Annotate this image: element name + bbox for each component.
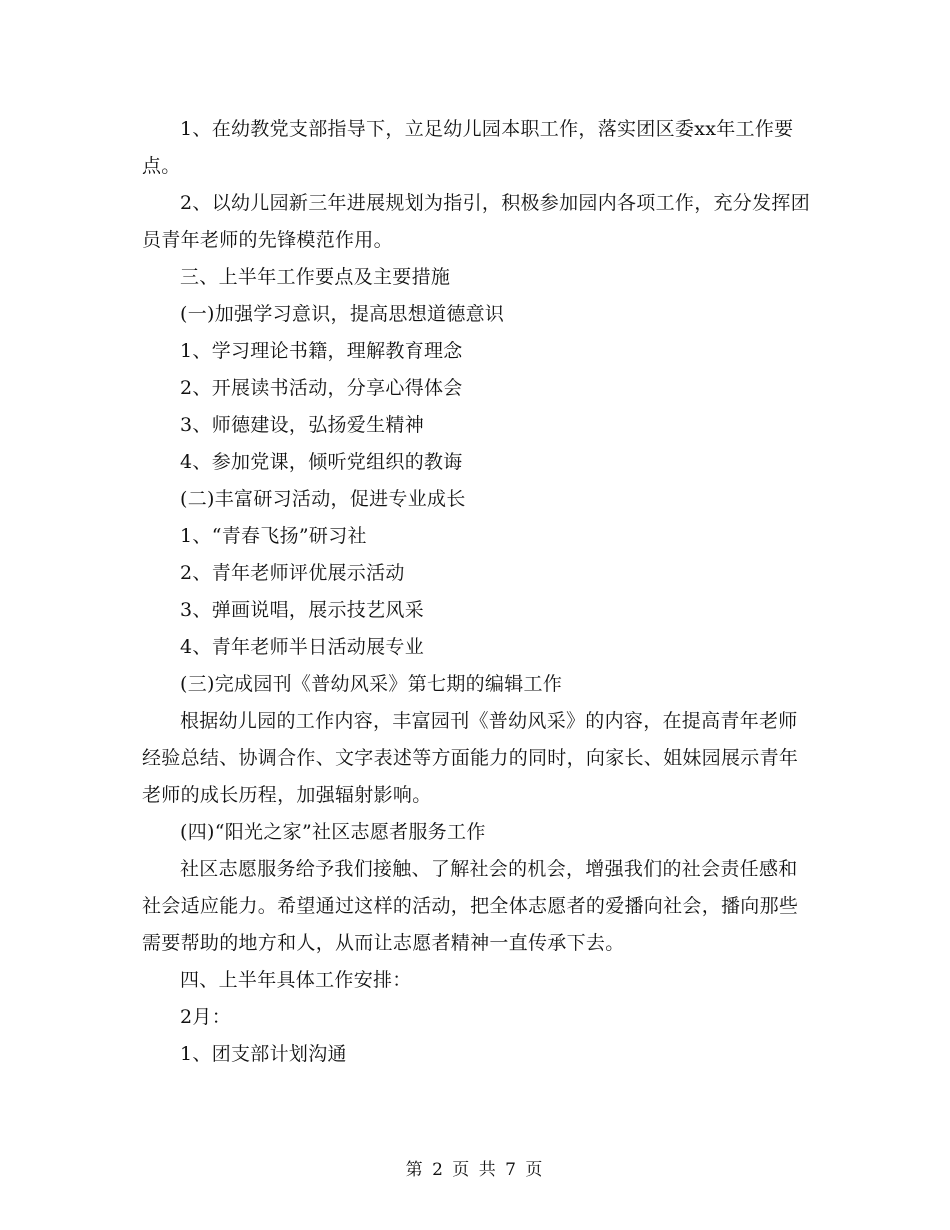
list-item: 1、“青春飞扬”研习社 [180, 525, 367, 547]
section-heading-4: 四、上半年具体工作安排： [180, 969, 412, 991]
list-item: 4、青年老师半日活动展专业 [180, 636, 424, 658]
paragraph-2: 2、以幼儿园新三年进展规划为指引，积极参加园内各项工作，充分发挥团员青年老师的先锋模范作用。 [142, 192, 810, 251]
subheading-2: (二)丰富研习活动，促进专业成长 [180, 488, 466, 510]
list-item: 1、学习理论书籍，理解教育理念 [180, 340, 463, 362]
list-item: 2、开展读书活动，分享心得体会 [180, 377, 463, 399]
section-heading-3: 三、上半年工作要点及主要措施 [180, 266, 451, 288]
subheading-3: (三)完成园刊《普幼风采》第七期的编辑工作 [180, 673, 563, 695]
list-item: 2、青年老师评优展示活动 [180, 562, 405, 584]
subheading-4: (四)“阳光之家”社区志愿者服务工作 [180, 821, 486, 843]
month-label: 2月： [180, 1006, 231, 1028]
body-paragraph: 社区志愿服务给予我们接触、了解社会的机会，增强我们的社会责任感和社会适应能力。希望通过这样的活动，把全体志愿者的爱播向社会，播向那些需要帮助的地方和人，从而让志愿者精神一直传承下去。 [142, 858, 799, 954]
list-item: 3、师德建设，弘扬爱生精神 [180, 414, 424, 436]
subheading-1: (一)加强学习意识，提高思想道德意识 [180, 303, 505, 325]
list-item: 4、参加党课，倾听党组织的教诲 [180, 451, 463, 473]
list-item: 3、弹画说唱，展示技艺风采 [180, 599, 424, 621]
body-paragraph: 根据幼儿园的工作内容，丰富园刊《普幼风采》的内容，在提高青年老师经验总结、协调合作、文字表述等方面能力的同时，向家长、姐妹园展示青年老师的成长历程，加强辐射影响。 [142, 710, 799, 806]
list-item: 1、团支部计划沟通 [180, 1043, 347, 1065]
document-body [142, 111, 812, 1073]
page-number-footer: 第 2 页 共 7 页 [405, 1160, 545, 1180]
paragraph-1: 1、在幼教党支部指导下，立足幼儿园本职工作，落实团区委xx年工作要点。 [142, 118, 794, 177]
